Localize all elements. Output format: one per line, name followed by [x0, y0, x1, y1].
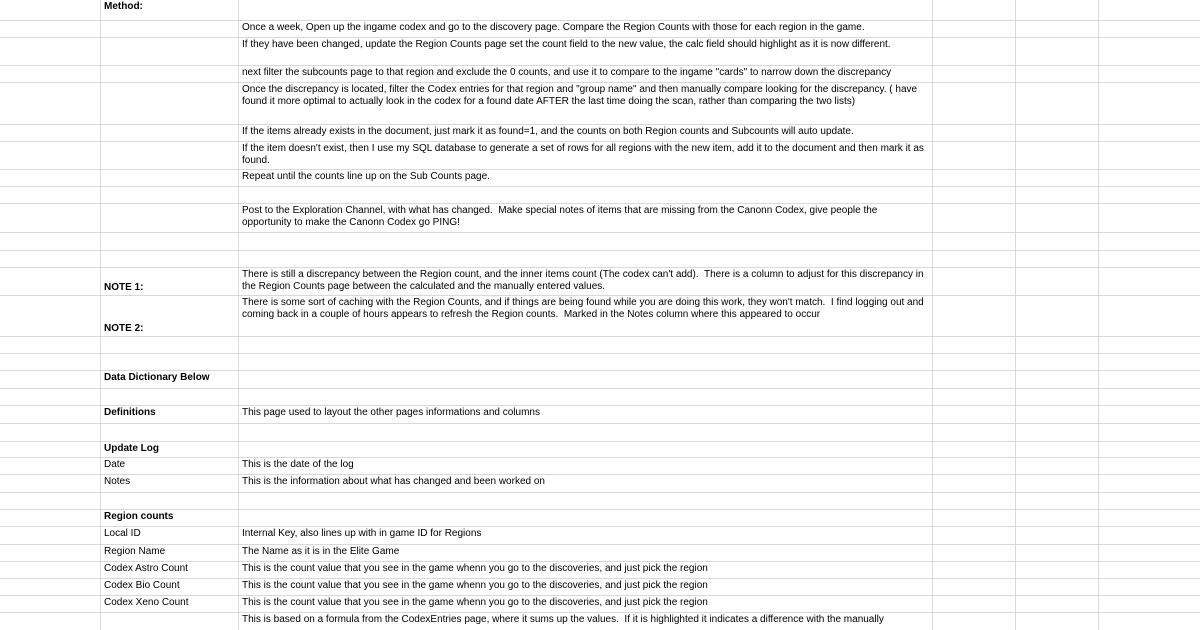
empty-cell[interactable]: [1016, 268, 1099, 296]
empty-cell[interactable]: [1099, 66, 1200, 83]
empty-cell[interactable]: [1016, 233, 1099, 251]
sheet-row: [0, 596, 1200, 613]
empty-cell[interactable]: [1016, 170, 1099, 187]
empty-cell[interactable]: [1099, 251, 1200, 268]
row-header-cell[interactable]: [0, 354, 101, 371]
empty-cell[interactable]: [1099, 371, 1200, 389]
label-cell[interactable]: [101, 251, 239, 268]
description-cell[interactable]: [239, 424, 933, 442]
label-cell[interactable]: [101, 613, 239, 630]
row-header-cell[interactable]: [0, 142, 101, 170]
empty-cell[interactable]: [1016, 371, 1099, 389]
empty-cell[interactable]: [1016, 296, 1099, 337]
sheet-row: [0, 142, 1200, 170]
row-header-cell[interactable]: [0, 510, 101, 527]
sheet-row: [0, 38, 1200, 66]
empty-cell[interactable]: [933, 493, 1016, 510]
row-header-cell[interactable]: [0, 0, 101, 21]
sheet-row: [0, 296, 1200, 337]
sheet-row: [0, 251, 1200, 268]
row-header-cell[interactable]: [0, 170, 101, 187]
empty-cell[interactable]: [1099, 424, 1200, 442]
label-cell[interactable]: Definitions: [101, 406, 239, 424]
description-cell[interactable]: [239, 354, 933, 371]
empty-cell[interactable]: [1016, 204, 1099, 233]
sheet-row: [0, 579, 1200, 596]
empty-cell[interactable]: [1016, 142, 1099, 170]
label-cell[interactable]: NOTE 2:: [101, 296, 239, 337]
row-header-cell[interactable]: [0, 83, 101, 125]
row-header-cell[interactable]: [0, 251, 101, 268]
row-header-cell[interactable]: [0, 458, 101, 475]
empty-cell[interactable]: [1099, 337, 1200, 354]
empty-cell[interactable]: [933, 83, 1016, 125]
description-cell[interactable]: [239, 493, 933, 510]
sheet-row: [0, 170, 1200, 187]
empty-cell[interactable]: [1016, 458, 1099, 475]
empty-cell[interactable]: [933, 371, 1016, 389]
empty-cell[interactable]: [933, 545, 1016, 562]
empty-cell[interactable]: [1099, 83, 1200, 125]
empty-cell[interactable]: [1099, 527, 1200, 545]
row-header-cell[interactable]: [0, 545, 101, 562]
row-header-cell[interactable]: [0, 493, 101, 510]
empty-cell[interactable]: [1099, 38, 1200, 66]
description-cell[interactable]: [239, 0, 933, 21]
empty-cell[interactable]: [933, 562, 1016, 579]
empty-cell[interactable]: [1099, 579, 1200, 596]
empty-cell[interactable]: [1016, 38, 1099, 66]
label-cell[interactable]: Region counts: [101, 510, 239, 527]
empty-cell[interactable]: [1099, 562, 1200, 579]
description-cell[interactable]: This is the count value that you see in the game whenn you go to the discoveries, and just pick the region: [239, 562, 933, 579]
label-cell[interactable]: [101, 187, 239, 204]
label-cell[interactable]: [101, 354, 239, 371]
empty-cell[interactable]: [1016, 66, 1099, 83]
row-header-cell[interactable]: [0, 442, 101, 458]
row-header-cell[interactable]: [0, 562, 101, 579]
description-cell[interactable]: Once the discrepancy is located, filter the Codex entries for that region and "group name" and then manually compare looking for the discrepancy. ( have found it more optimal to actually look in the codex for a found date AFTER the last time doing the scan, rather than comparing the two lists): [239, 83, 933, 125]
label-cell[interactable]: Codex Astro Count: [101, 562, 239, 579]
row-header-cell[interactable]: [0, 125, 101, 142]
sheet-row: [0, 527, 1200, 545]
empty-cell[interactable]: [1016, 475, 1099, 493]
empty-cell[interactable]: [1099, 187, 1200, 204]
description-cell[interactable]: [239, 251, 933, 268]
empty-cell[interactable]: [1099, 442, 1200, 458]
empty-cell[interactable]: [1016, 510, 1099, 527]
description-cell[interactable]: next filter the subcounts page to that region and exclude the 0 counts, and use it to compare to the ingame "cards" to narrow down the discrepancy: [239, 66, 933, 83]
empty-cell[interactable]: [1016, 354, 1099, 371]
empty-cell[interactable]: [933, 187, 1016, 204]
sheet-row: [0, 187, 1200, 204]
description-cell[interactable]: [239, 187, 933, 204]
description-cell[interactable]: This is the count value that you see in the game whenn you go to the discoveries, and just pick the region: [239, 596, 933, 613]
empty-cell[interactable]: [1016, 187, 1099, 204]
label-cell[interactable]: Codex Xeno Count: [101, 596, 239, 613]
row-header-cell[interactable]: [0, 204, 101, 233]
row-header-cell[interactable]: [0, 475, 101, 493]
empty-cell[interactable]: [1016, 596, 1099, 613]
empty-cell[interactable]: [933, 389, 1016, 406]
description-cell[interactable]: The Name as it is in the Elite Game: [239, 545, 933, 562]
description-cell[interactable]: If the items already exists in the document, just mark it as found=1, and the counts on both Region counts and Subcounts will auto update.: [239, 125, 933, 142]
row-header-cell[interactable]: [0, 66, 101, 83]
empty-cell[interactable]: [1016, 389, 1099, 406]
row-header-cell[interactable]: [0, 527, 101, 545]
description-cell[interactable]: This page used to layout the other pages informations and columns: [239, 406, 933, 424]
empty-cell[interactable]: [933, 0, 1016, 21]
empty-cell[interactable]: [933, 406, 1016, 424]
row-header-cell[interactable]: [0, 21, 101, 38]
label-cell[interactable]: NOTE 1:: [101, 268, 239, 296]
empty-cell[interactable]: [933, 337, 1016, 354]
empty-cell[interactable]: [933, 613, 1016, 630]
empty-cell[interactable]: [933, 458, 1016, 475]
empty-cell[interactable]: [933, 233, 1016, 251]
empty-cell[interactable]: [933, 142, 1016, 170]
empty-cell[interactable]: [1099, 493, 1200, 510]
empty-cell[interactable]: [1099, 233, 1200, 251]
sheet-row: [0, 389, 1200, 406]
empty-cell[interactable]: [933, 527, 1016, 545]
empty-cell[interactable]: [1099, 170, 1200, 187]
description-cell[interactable]: [239, 442, 933, 458]
empty-cell[interactable]: [1016, 0, 1099, 21]
sheet-row: [0, 493, 1200, 510]
sheet-row: [0, 233, 1200, 251]
row-header-cell[interactable]: [0, 613, 101, 630]
empty-cell[interactable]: [933, 204, 1016, 233]
row-header-cell[interactable]: [0, 579, 101, 596]
label-cell[interactable]: [101, 83, 239, 125]
description-cell[interactable]: [239, 233, 933, 251]
empty-cell[interactable]: [1016, 337, 1099, 354]
sheet-row: [0, 66, 1200, 83]
description-cell[interactable]: Once a week, Open up the ingame codex and go to the discovery page. Compare the Region Counts with those for each region in the game.: [239, 21, 933, 38]
label-cell[interactable]: [101, 337, 239, 354]
row-header-cell[interactable]: [0, 233, 101, 251]
sheet-row: [0, 268, 1200, 296]
label-cell[interactable]: [101, 233, 239, 251]
description-cell[interactable]: This is the information about what has changed and been worked on: [239, 475, 933, 493]
description-cell[interactable]: [239, 337, 933, 354]
description-cell[interactable]: Repeat until the counts line up on the Sub Counts page.: [239, 170, 933, 187]
empty-cell[interactable]: [933, 475, 1016, 493]
label-cell[interactable]: Date: [101, 458, 239, 475]
empty-cell[interactable]: [1016, 442, 1099, 458]
label-cell[interactable]: Notes: [101, 475, 239, 493]
sheet-row: [0, 442, 1200, 458]
row-header-cell[interactable]: [0, 406, 101, 424]
description-cell[interactable]: Internal Key, also lines up with in game ID for Regions: [239, 527, 933, 545]
sheet-row: [0, 406, 1200, 424]
description-cell[interactable]: This is the count value that you see in the game whenn you go to the discoveries, and just pick the region: [239, 579, 933, 596]
sheet-row: [0, 510, 1200, 527]
empty-cell[interactable]: [1099, 125, 1200, 142]
empty-cell[interactable]: [1099, 0, 1200, 21]
label-cell[interactable]: [101, 66, 239, 83]
empty-cell[interactable]: [1099, 545, 1200, 562]
label-cell[interactable]: Codex Bio Count: [101, 579, 239, 596]
label-cell[interactable]: [101, 170, 239, 187]
sheet-row: [0, 475, 1200, 493]
empty-cell[interactable]: [1016, 83, 1099, 125]
sheet-row: [0, 458, 1200, 475]
row-header-cell[interactable]: [0, 337, 101, 354]
sheet-row: [0, 424, 1200, 442]
description-cell[interactable]: If the item doesn't exist, then I use my SQL database to generate a set of rows for all regions with the new item, add it to the document and then mark it as found.: [239, 142, 933, 170]
description-cell[interactable]: [239, 510, 933, 527]
empty-cell[interactable]: [1016, 527, 1099, 545]
row-header-cell[interactable]: [0, 389, 101, 406]
empty-cell[interactable]: [1099, 142, 1200, 170]
empty-cell[interactable]: [1016, 493, 1099, 510]
empty-cell[interactable]: [1099, 596, 1200, 613]
empty-cell[interactable]: [933, 510, 1016, 527]
empty-cell[interactable]: [1016, 579, 1099, 596]
empty-cell[interactable]: [1099, 613, 1200, 630]
empty-cell[interactable]: [1099, 268, 1200, 296]
empty-cell[interactable]: [1016, 424, 1099, 442]
label-cell[interactable]: [101, 38, 239, 66]
description-cell[interactable]: This is based on a formula from the CodexEntries page, where it sums up the values. If it is highlighted it indicates a difference with the manually: [239, 613, 933, 630]
row-header-cell[interactable]: [0, 371, 101, 389]
sheet-row: [0, 371, 1200, 389]
sheet-row: [0, 337, 1200, 354]
description-cell[interactable]: This is the date of the log: [239, 458, 933, 475]
label-cell[interactable]: [101, 204, 239, 233]
description-cell[interactable]: Post to the Exploration Channel, with what has changed. Make special notes of items that are missing from the Canonn Codex, give people the opportunity to make the Canonn Codex go PING!: [239, 204, 933, 233]
empty-cell[interactable]: [1016, 251, 1099, 268]
description-cell[interactable]: [239, 389, 933, 406]
row-header-cell[interactable]: [0, 596, 101, 613]
row-header-cell[interactable]: [0, 38, 101, 66]
empty-cell[interactable]: [933, 268, 1016, 296]
label-cell[interactable]: Method:: [101, 0, 239, 21]
empty-cell[interactable]: [933, 66, 1016, 83]
empty-cell[interactable]: [1099, 389, 1200, 406]
empty-cell[interactable]: [1099, 21, 1200, 38]
label-cell[interactable]: Data Dictionary Below: [101, 371, 239, 389]
description-cell[interactable]: There is still a discrepancy between the Region count, and the inner items count (The codex can't add). There is a column to adjust for this discrepancy in the Region Counts page between the calculated and the manually entered values.: [239, 268, 933, 296]
empty-cell[interactable]: [1016, 125, 1099, 142]
empty-cell[interactable]: [1099, 204, 1200, 233]
empty-cell[interactable]: [933, 596, 1016, 613]
description-cell[interactable]: If they have been changed, update the Region Counts page set the count field to the new value, the calc field should highlight as it is now different.: [239, 38, 933, 66]
row-header-cell[interactable]: [0, 268, 101, 296]
sheet-row: [0, 21, 1200, 38]
row-header-cell[interactable]: [0, 424, 101, 442]
empty-cell[interactable]: [1016, 545, 1099, 562]
empty-cell[interactable]: [933, 125, 1016, 142]
sheet-row: [0, 83, 1200, 125]
empty-cell[interactable]: [1099, 458, 1200, 475]
label-cell[interactable]: [101, 142, 239, 170]
label-cell[interactable]: [101, 424, 239, 442]
empty-cell[interactable]: [1099, 475, 1200, 493]
label-cell[interactable]: [101, 493, 239, 510]
sheet-row: [0, 545, 1200, 562]
empty-cell[interactable]: [1016, 406, 1099, 424]
empty-cell[interactable]: [933, 170, 1016, 187]
empty-cell[interactable]: [1099, 406, 1200, 424]
empty-cell[interactable]: [1016, 21, 1099, 38]
label-cell[interactable]: Region Name: [101, 545, 239, 562]
label-cell[interactable]: Update Log: [101, 442, 239, 458]
empty-cell[interactable]: [933, 442, 1016, 458]
label-cell[interactable]: [101, 389, 239, 406]
row-header-cell[interactable]: [0, 296, 101, 337]
empty-cell[interactable]: [933, 38, 1016, 66]
empty-cell[interactable]: [1099, 296, 1200, 337]
empty-cell[interactable]: [1099, 354, 1200, 371]
label-cell[interactable]: Local ID: [101, 527, 239, 545]
empty-cell[interactable]: [1016, 562, 1099, 579]
row-header-cell[interactable]: [0, 187, 101, 204]
empty-cell[interactable]: [933, 251, 1016, 268]
description-cell[interactable]: [239, 371, 933, 389]
sheet-row: [0, 0, 1200, 21]
sheet-row: [0, 613, 1200, 630]
empty-cell[interactable]: [933, 354, 1016, 371]
sheet-row: [0, 354, 1200, 371]
empty-cell[interactable]: [933, 21, 1016, 38]
sheet-row: [0, 562, 1200, 579]
empty-cell[interactable]: [933, 296, 1016, 337]
empty-cell[interactable]: [933, 424, 1016, 442]
label-cell[interactable]: [101, 125, 239, 142]
empty-cell[interactable]: [1016, 613, 1099, 630]
empty-cell[interactable]: [933, 579, 1016, 596]
label-cell[interactable]: [101, 21, 239, 38]
sheet-row: [0, 125, 1200, 142]
empty-cell[interactable]: [1099, 510, 1200, 527]
description-cell[interactable]: There is some sort of caching with the Region Counts, and if things are being found while you are doing this work, they won't match. I find logging out and coming back in a couple of hours appears to refresh the Region counts. Marked in the Notes column where this appeared to occur: [239, 296, 933, 337]
sheet-row: [0, 204, 1200, 233]
